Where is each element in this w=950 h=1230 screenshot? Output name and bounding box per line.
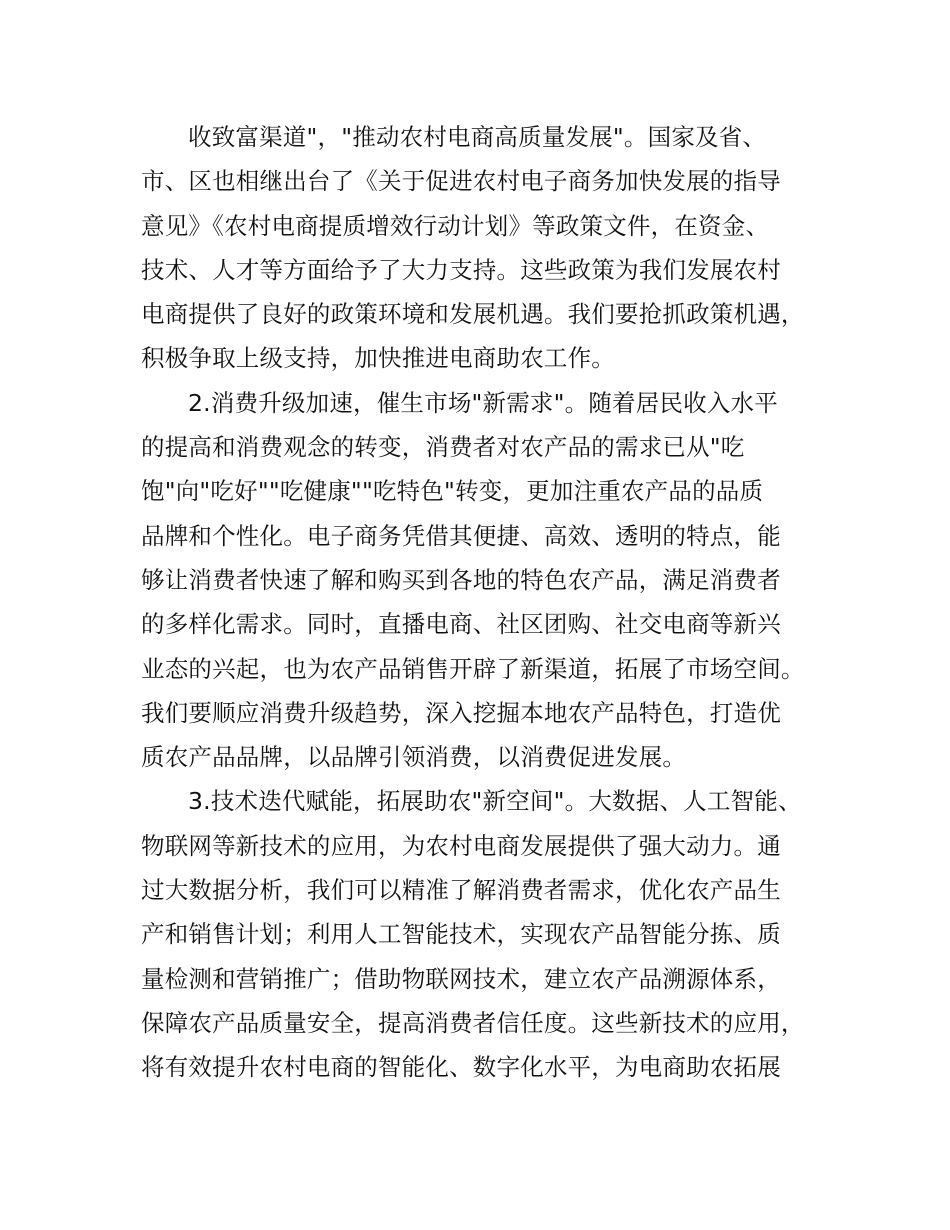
text-line: 量检测和营销推广；借助物联网技术，建立农产品溯源体系， — [141, 964, 781, 993]
text-line: 够让消费者快速了解和购买到各地的特色农产品，满足消费者 — [141, 565, 781, 594]
text-line: 收致富渠道"，"推动农村电商高质量发展"。国家及省、 — [188, 123, 767, 151]
text-line: 饱"向"吃好""吃健康""吃特色"转变，更加注重农产品的品质 — [141, 477, 764, 506]
text-line: 意见》《农村电商提质增效行动计划》等政策文件，在资金、 — [141, 211, 770, 240]
text-line: 电商提供了良好的政策环境和发展机遇。我们要抢抓政策机遇， — [141, 300, 805, 329]
text-line: 业态的兴起，也为农产品销售开辟了新渠道，拓展了市场空间。 — [141, 654, 805, 683]
document-body — [141, 115, 841, 1090]
text-line: 过大数据分析，我们可以精准了解消费者需求，优化农产品生 — [141, 876, 781, 905]
text-line: 我们要顺应消费升级趋势，深入挖掘本地农产品特色，打造优 — [141, 698, 781, 727]
text-line: 2.消费升级加速，催生市场"新需求"。随着居民收入水平 — [188, 388, 778, 417]
text-line: 将有效提升农村电商的智能化、数字化水平，为电商助农拓展 — [141, 1053, 781, 1082]
text-line: 物联网等新技术的应用，为农村电商发展提供了强大动力。通 — [141, 831, 781, 860]
text-line: 质农产品品牌，以品牌引领消费，以消费促进发展。 — [141, 743, 687, 772]
text-line: 市、区也相继出台了《关于促进农村电子商务加快发展的指导 — [141, 167, 781, 196]
text-line: 的多样化需求。同时，直播电商、社区团购、社交电商等新兴 — [141, 610, 781, 639]
text-line: 产和销售计划；利用人工智能技术，实现农产品智能分拣、质 — [141, 920, 781, 949]
text-line: 技术、人才等方面给予了大力支持。这些政策为我们发展农村 — [141, 255, 781, 284]
text-line: 的提高和消费观念的转变，消费者对农产品的需求已从"吃 — [141, 433, 745, 462]
text-line: 保障农产品质量安全，提高消费者信任度。这些新技术的应用， — [141, 1008, 805, 1037]
text-line: 3.技术迭代赋能，拓展助农"新空间"。大数据、人工智能、 — [188, 787, 802, 816]
text-line: 品牌和个性化。电子商务凭借其便捷、高效、透明的特点，能 — [141, 521, 781, 550]
text-line: 积极争取上级支持，加快推进电商助农工作。 — [141, 344, 615, 373]
